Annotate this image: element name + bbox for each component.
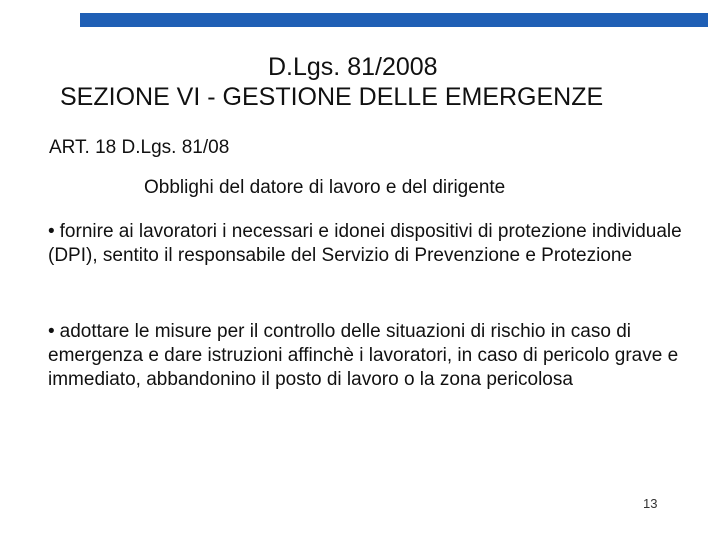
slide-title — [0, 52, 720, 112]
bullet-item — [48, 220, 698, 268]
bullet-item — [48, 320, 698, 392]
section-subtitle: Obblighi del datore di lavoro e del dirigente — [144, 177, 506, 198]
header-accent-bar — [80, 13, 708, 27]
bullet-text: fornire ai lavoratori i necessari e idonei dispositivi di protezione individuale (DPI), sentito il responsabile del Servizio di Prevenzione e Protezione — [48, 221, 682, 266]
page-number: 13 — [643, 496, 658, 511]
article-reference: ART. 18 D.Lgs. 81/08 — [49, 137, 230, 158]
bullet-marker: • — [48, 221, 55, 242]
title-line-2: SEZIONE VI - GESTIONE DELLE EMERGENZE — [60, 83, 604, 111]
bullet-text: adottare le misure per il controllo delle situazioni di rischio in caso di emergenza e dare istruzioni affinchè i lavoratori, in caso di pericolo grave e immediato, abbandonino il posto di lavoro o la zona pericolosa — [48, 321, 679, 390]
title-line-1: D.Lgs. 81/2008 — [268, 53, 438, 81]
bullet-marker: • — [48, 321, 55, 342]
